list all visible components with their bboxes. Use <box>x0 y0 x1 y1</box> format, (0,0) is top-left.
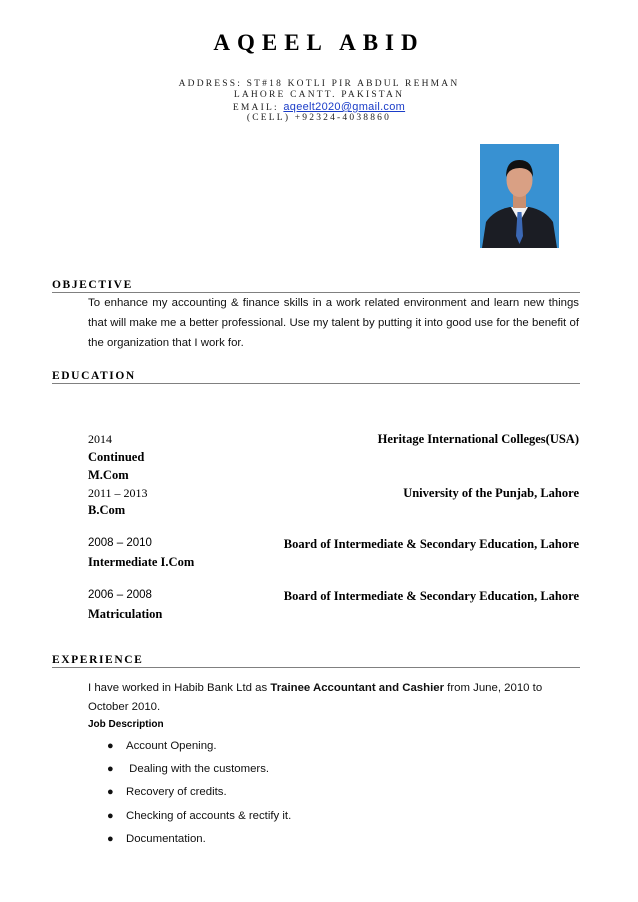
education-degree: Matriculation <box>88 607 163 621</box>
experience-heading: EXPERIENCE <box>52 654 144 666</box>
experience-period-end: October 2010. <box>88 701 161 713</box>
duties-list <box>107 740 291 856</box>
duty-text: Recovery of credits. <box>126 786 227 799</box>
experience-role: Trainee Accountant and Cashier <box>270 682 445 694</box>
duty-text: Checking of accounts & rectify it. <box>126 809 292 822</box>
education-entry <box>88 486 579 504</box>
list-item <box>107 763 291 786</box>
list-item <box>107 833 291 856</box>
bullet-icon: ● <box>107 786 114 799</box>
objective-text: To enhance my accounting & finance skills in a work related environment and learn new things that will make me a better professional. Use my talent by putting it into good use for the benefit of the organization that I work for. <box>88 297 579 349</box>
candidate-name: AQEEL ABID <box>213 30 425 55</box>
email-line <box>0 101 638 113</box>
objective-heading: OBJECTIVE <box>52 279 133 291</box>
education-institution: Heritage International Colleges(USA) <box>377 432 579 446</box>
education-year: 2008 – 2010 <box>88 537 152 549</box>
education-year: 2014 <box>88 432 112 446</box>
education-divider <box>52 383 580 384</box>
duty-text: Account Opening. <box>126 740 217 752</box>
education-entry <box>88 432 579 450</box>
education-entry <box>88 537 579 555</box>
duty-text: Documentation. <box>126 832 206 845</box>
bullet-icon: ● <box>107 740 114 752</box>
profile-photo <box>480 144 559 248</box>
education-degree: M.Com <box>88 468 129 482</box>
education-degree: Intermediate I.Com <box>88 555 195 569</box>
experience-intro: I have worked in Habib Bank Ltd as <box>88 682 271 694</box>
education-heading: EDUCATION <box>52 370 136 382</box>
bullet-icon: ● <box>107 832 114 845</box>
cell-line: (CELL) +92324-4038860 <box>246 113 392 123</box>
email-link[interactable]: aqeelt2020@gmail.com <box>283 101 406 113</box>
list-item <box>107 786 291 809</box>
address-line-1: ADDRESS: ST#18 KOTLI PIR ABDUL REHMAN <box>178 79 460 89</box>
education-institution: Board of Intermediate & Secondary Education, Lahore <box>283 589 579 603</box>
education-year: 2011 – 2013 <box>88 486 148 500</box>
education-year: 2006 – 2008 <box>88 589 152 601</box>
experience-summary <box>88 679 558 717</box>
education-entry <box>88 589 579 607</box>
education-institution: Board of Intermediate & Secondary Education, Lahore <box>283 537 579 551</box>
list-item <box>107 740 291 763</box>
job-description-label: Job Description <box>88 719 164 730</box>
education-institution: University of the Punjab, Lahore <box>403 486 579 500</box>
duty-text: Dealing with the customers. <box>126 763 270 776</box>
bullet-icon: ● <box>107 763 114 776</box>
education-status: Continued <box>88 450 145 464</box>
bullet-icon: ● <box>107 809 114 822</box>
list-item <box>107 810 291 833</box>
experience-period: from June, 2010 to <box>444 682 543 694</box>
experience-divider <box>52 667 580 668</box>
address-line-2: LAHORE CANTT. PAKISTAN <box>233 90 405 100</box>
education-degree: B.Com <box>88 503 126 517</box>
email-label: EMAIL: <box>232 103 279 113</box>
